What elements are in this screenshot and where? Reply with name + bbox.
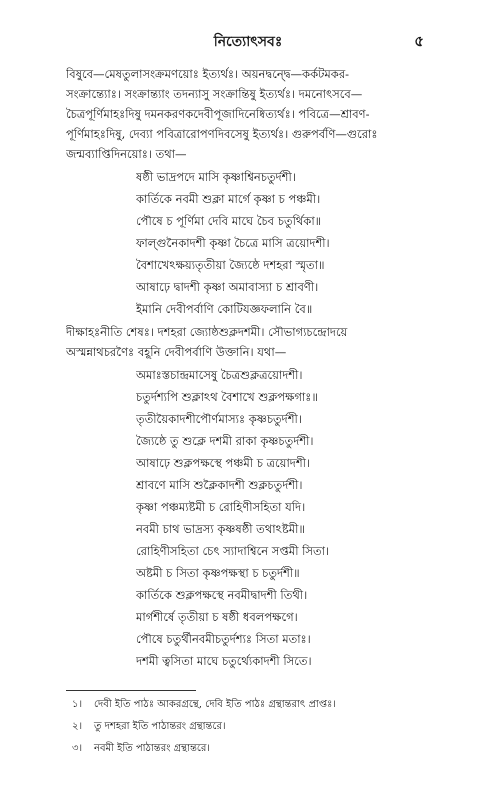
footnotes <box>72 694 432 760</box>
verse-line: মার্গশীর্ষে তৃতীয়া চ ষষ্ঠী ধবলপক্ষগে। <box>136 610 298 624</box>
verse-line: পৌষে চ পূর্ণিমা দেবি মাঘে চৈব চতুর্থিকা॥ <box>136 214 322 228</box>
verse-line: কার্তিকে শুক্লপক্ষস্থে নবমীদ্বাদশী তিথী। <box>136 588 308 602</box>
footnote <box>72 694 432 716</box>
verse-line: আষাঢ়ে শুক্লপক্ষস্থে পঞ্চমী চ ত্রয়োদশী। <box>136 456 311 470</box>
text-line: দীক্ষাহঃনীতি শেষঃ। দশহরা জ্যোষ্ঠশুক্লদশমী। সৌভাগ্যচন্দ্রোদয়ে <box>66 325 348 339</box>
footnote <box>72 738 432 760</box>
verse-line: আষাঢ়ে দ্বাদশী কৃষ্ণা অমাবাস্যা চ শ্রাবণী। <box>136 280 319 294</box>
footnote-divider <box>66 690 196 691</box>
verse-line: ষষ্ঠী ভাদ্রপদে মাসি কৃষ্ণাশ্বিনচতুর্দশী। <box>136 170 296 184</box>
footnote-text: দেবী ইতি পাঠঃ আকরগ্রন্থে, দেবি ইতি পাঠঃ গ্রন্থান্তরাৎ প্রাপ্তঃ। <box>94 699 336 710</box>
verse-line: অষ্টমী চ সিতা কৃষ্ণপক্ষস্থা চ চতুর্দশী॥ <box>136 566 300 580</box>
verse-line: কৃষ্ণা পঞ্চম্যষ্টমী চ রোহিণীসহিতা যদি। <box>136 500 306 514</box>
verse-line: কার্তিকে নবমী শুক্লা মার্গে কৃষ্ণা চ পঞ্চমী। <box>136 192 321 206</box>
commentary-paragraph-1 <box>66 64 436 164</box>
verse-line: পৌষে চতুর্থীনবমীচতুর্দশ্যঃ সিতা মতাঃ। <box>136 632 311 646</box>
verse-line: জ্যৈষ্ঠে তু শুক্লে দশমী রাকা কৃষ্ণচতুর্দশী। <box>136 434 314 448</box>
verse-line: অমাঃস্তচান্দ্রমাসেষু চৈত্রশুক্লত্রয়োদশী। <box>136 368 303 382</box>
footnote-number: ২। <box>72 721 83 732</box>
footnote-number: ৩। <box>72 743 83 754</box>
verse-block-2 <box>136 364 436 672</box>
verse-line: ফাল্গুনৈকাদশী কৃষ্ণা চৈত্রে মাসি ত্রয়োদশী। <box>136 236 330 250</box>
footnote-text: নবমী ইতি পাঠান্তরং গ্রন্থান্তরে। <box>94 743 210 754</box>
verse-line: রোহিণীসহিতা চেৎ স্যাদাশ্বিনে সপ্তমী সিতা। <box>136 544 330 558</box>
page-header <box>0 30 496 52</box>
verse-line: বৈশাখেঽক্ষয়্যতৃতীয়া জ্যৈষ্ঠে দশহরা স্মৃতা॥ <box>136 258 325 272</box>
page-number: ৫ <box>414 32 424 50</box>
verse-line: নবমী চাথ ভাদ্রস্য কৃষ্ণষষ্ঠী তথাঽষ্টমী॥ <box>136 522 305 536</box>
text-line: বিষুবে—মেষতুলাসংক্রমণয়োঃ ইত্যর্থঃ। অয়নদ্বন্দ্বে—কর্কটমকর- <box>66 67 350 81</box>
footnote-text: তু দশহরা ইতি পাঠান্তরং গ্রন্থান্তরে। <box>94 721 226 732</box>
verse-line: ইমানি দেবীপর্বাণি কোটিযজ্ঞফলানি বৈ॥ <box>136 302 313 316</box>
text-line: অস্মন্নাথচরণৈঃ বহূনি দেবীপর্বাণি উক্তানি। যথা— <box>66 345 287 359</box>
text-line: চৈত্রপূর্ণিমাহঃদিষু দমনকরণকদেবীপূজাদিনেষ্বিত্যর্থঃ। পবিত্রে—শ্রাবণ- <box>66 107 370 121</box>
footnote <box>72 716 432 738</box>
verse-line: শ্রাবণে মাসি শুক্লৈকাদশী শুক্লচতুর্দশী। <box>136 478 303 492</box>
text-line: জন্মব্যাপ্তিদিনয়োঃ। তথা— <box>66 147 187 161</box>
page-title: নিত্যোৎসবঃ <box>213 34 283 50</box>
text-line: সংক্রান্ত্যোঃ। সংক্রান্ত্যাং তদন্যাসু সংক্রান্তিষু ইত্যর্থঃ। দমনোৎসবে— <box>66 87 363 101</box>
verse-block-1 <box>136 166 436 320</box>
text-line: পূর্ণিমাহঃদিষু, দেব্যা পবিত্রারোপণদিবসেষু ইত্যর্থঃ। গুরুপর্বণি—গুরোঃ <box>66 127 378 141</box>
footnote-number: ১। <box>72 699 83 710</box>
commentary-paragraph-2 <box>66 322 436 362</box>
verse-line: তৃতীয়ৈকাদশীপৌর্ণমাস্যঃ কৃষ্ণচতুর্দশী। <box>136 412 302 426</box>
verse-line: চতুর্দশ্যপি শুক্লাঽথ বৈশাখে শুক্লপক্ষগাঃ॥ <box>136 390 318 404</box>
verse-line: দশমী ত্বসিতা মাঘে চতুর্থ্যেকাদশী সিতে। <box>136 654 312 668</box>
